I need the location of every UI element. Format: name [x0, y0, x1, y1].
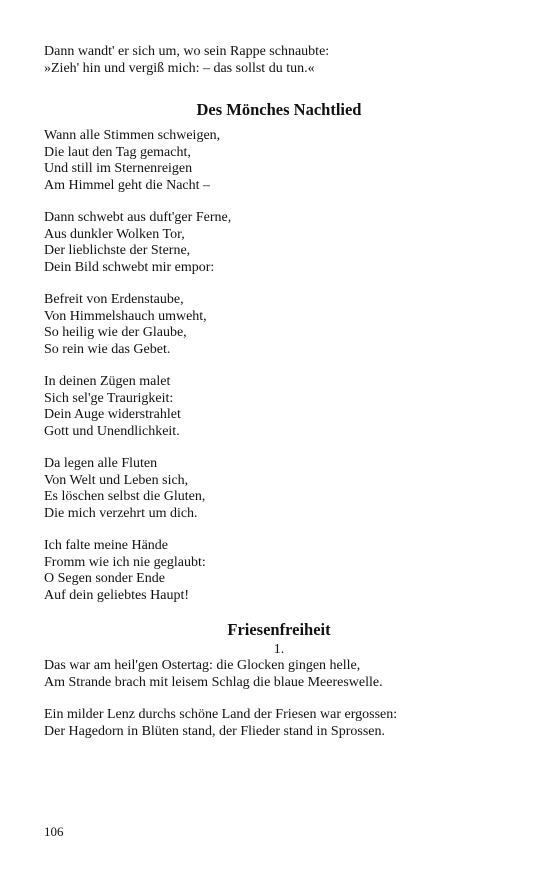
verse-line: Der Hagedorn in Blüten stand, der Flieder stand in Sprossen.	[44, 723, 385, 739]
stanza	[44, 707, 514, 740]
verse-line: Am Himmel geht die Nacht –	[44, 177, 211, 193]
verse-line: Das war am heil'gen Ostertag: die Glocken gingen helle,	[44, 658, 361, 673]
stanza	[44, 128, 514, 194]
verse-line: Es löschen selbst die Gluten,	[44, 489, 206, 504]
verse-line: Von Himmelshauch umweht,	[44, 308, 207, 324]
verse-line: Und still im Sternenreigen	[44, 161, 193, 176]
verse-line: Die laut den Tag gemacht,	[44, 144, 191, 160]
verse-line: Befreit von Erdenstaube,	[44, 292, 184, 307]
page-body	[44, 44, 514, 756]
stanza	[44, 538, 514, 604]
verse-line: Dann schwebt aus duft'ger Ferne,	[44, 210, 232, 225]
poem-title: Friesenfreiheit	[227, 620, 331, 639]
stanza	[44, 658, 514, 691]
stanza	[44, 374, 514, 440]
page-number: 106	[44, 824, 64, 839]
verse-line: Fromm wie ich nie geglaubt:	[44, 554, 206, 570]
verse-line: »Zieh' hin und vergiß mich: – das sollst du tun.«	[44, 60, 315, 76]
verse-line: Dein Bild schwebt mir empor:	[44, 259, 215, 275]
stanza	[44, 456, 514, 522]
verse-line: Dein Auge widerstrahlet	[44, 407, 181, 422]
verse-line: So heilig wie der Glaube,	[44, 325, 187, 340]
verse-line: Der lieblichste der Sterne,	[44, 243, 191, 258]
verse-line: Die mich verzehrt um dich.	[44, 505, 198, 521]
stanza	[44, 210, 514, 276]
stanza	[44, 292, 514, 358]
verse-line: Ein milder Lenz durchs schöne Land der Friesen war ergossen:	[44, 707, 398, 722]
verse-line: Aus dunkler Wolken Tor,	[44, 226, 185, 242]
verse-line: Am Strande brach mit leisem Schlag die blaue Meereswelle.	[44, 674, 383, 690]
verse-line: So rein wie das Gebet.	[44, 341, 171, 357]
poem-title: Des Mönches Nachtlied	[196, 100, 362, 119]
verse-line: Sich sel'ge Traurigkeit:	[44, 390, 174, 406]
verse-line: Wann alle Stimmen schweigen,	[44, 128, 221, 143]
verse-line: O Segen sonder Ende	[44, 571, 165, 586]
continuation-stanza	[44, 44, 514, 77]
verse-line: In deinen Zügen malet	[44, 374, 171, 389]
verse-line: Dann wandt' er sich um, wo sein Rappe schnaubte:	[44, 44, 330, 59]
verse-line: Gott und Unendlichkeit.	[44, 423, 180, 439]
verse-line: Von Welt und Leben sich,	[44, 472, 189, 488]
section-number: 1.	[273, 642, 285, 657]
verse-line: Da legen alle Fluten	[44, 456, 158, 471]
verse-line: Ich falte meine Hände	[44, 538, 168, 553]
verse-line: Auf dein geliebtes Haupt!	[44, 587, 190, 603]
